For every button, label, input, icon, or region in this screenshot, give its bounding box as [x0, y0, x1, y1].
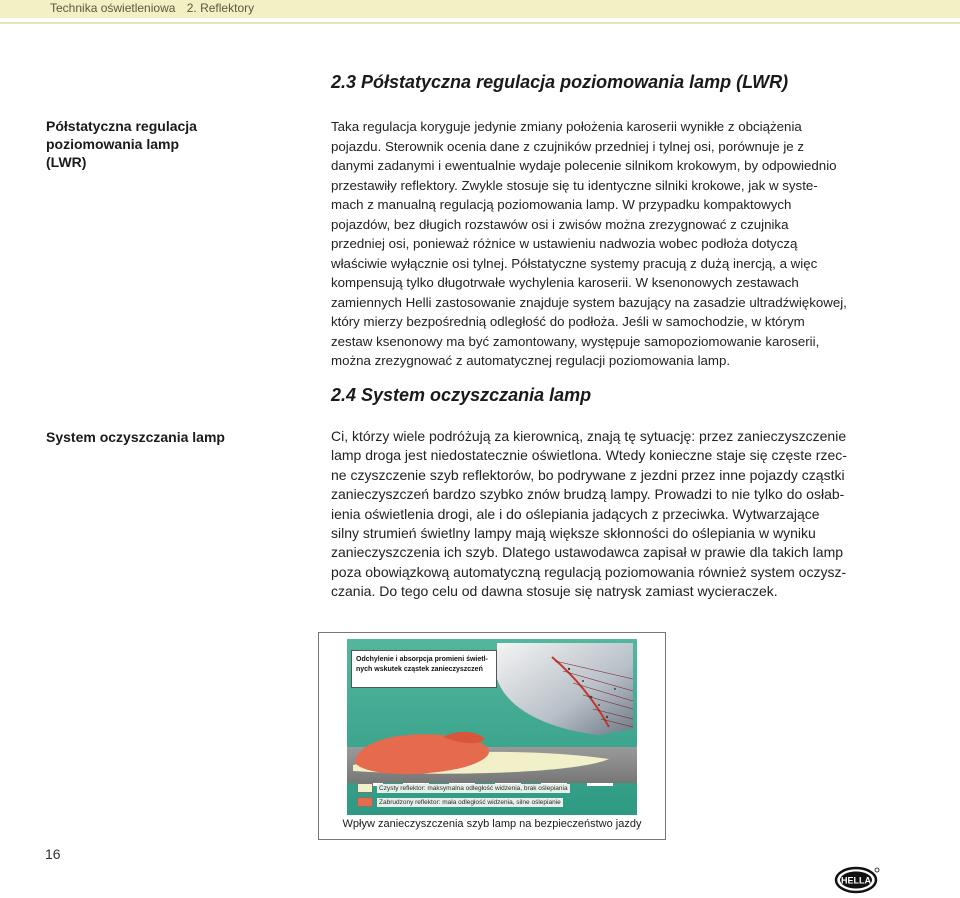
- paragraph-line: ne czyszczenie szyb reflektorów, bo podrywane z jezdni przez inne pojazdy cząstki: [331, 466, 845, 483]
- hella-logo: [834, 866, 880, 894]
- legend-item-clean: [357, 781, 570, 795]
- paragraph-line: zanieczyszczeń bardzo szybko znów brudzą lampy. Prowadzi to nie tylko do osłab-: [331, 486, 845, 503]
- callout-line: nych wskutek cząstek zanieczyszczeń: [356, 666, 483, 673]
- paragraph-line: zestaw ksenonowy ma być zamontowany, występuje samopoziomowanie karoserii,: [331, 333, 820, 349]
- paragraph-line: właściwie wyłącznie osi tylnej. Półstatyczne systemy pracują z dużą inercją, a więc: [331, 255, 818, 271]
- paragraph-line: mach z manualną regulacją poziomowania lamp. W przypadku kompaktowych: [331, 197, 792, 212]
- legend-swatch-dirty: [357, 797, 373, 807]
- header-breadcrumb: [50, 1, 262, 15]
- legend-item-dirty: [357, 795, 570, 809]
- paragraph-line: przedniej osi, ponieważ różnice w ustawieniu nadwozia wobec podłoża dotyczą: [331, 236, 798, 251]
- side-label-line: (LWR): [46, 154, 87, 170]
- paragraph-line: kompensują tylko długotrwałe wychylenia karoserii. W ksenonowych zestawach: [331, 275, 799, 290]
- legend-text-clean: Czysty reflektor: maksymalna odległość widzenia, brak oślepiania: [379, 784, 568, 792]
- side-label-line: poziomowania lamp: [46, 136, 180, 152]
- section-24-title: 2.4 System oczyszczania lamp: [331, 385, 592, 405]
- figure-callout: [351, 650, 497, 688]
- legend-swatch-clean: [357, 783, 373, 793]
- paragraph-line: poza obowiązkową automatyczną regulacją poziomowania również system oczysz-: [331, 563, 847, 580]
- legend-text-dirty: Zabrudzony reflektor: mała odległość widzenia, silne oślepianie: [379, 798, 561, 806]
- paragraph-line: Ci, którzy wiele podróżują za kierownicą, znają tę sytuację: przez zanieczyszczenie: [331, 428, 847, 444]
- figure-legend: [357, 781, 570, 809]
- paragraph-line: ienia oświetlenia drogi, ale i do oślepiania jadących z przeciwka. Wytwarzające: [331, 505, 820, 522]
- paragraph-line: pojazdu. Sterownik ocenia dane z czujników przedniej i tylnej osi, porównuje je z: [331, 138, 805, 154]
- header-section: 2. Reflektory: [186, 1, 255, 15]
- header-divider: [0, 22, 960, 24]
- side-label-line: Półstatyczna regulacja: [46, 118, 197, 134]
- paragraph-line: czania. Do tego celu od dawna stosuje się natrysk zamiast wycieraczek.: [331, 583, 778, 600]
- section-24-side-label: System oczyszczania lamp: [46, 429, 225, 445]
- header-chapter: Technika oświetleniowa: [50, 1, 176, 15]
- section-23-side-label: [46, 117, 246, 171]
- paragraph-line: można zrezygnować z automatycznej regulacji poziomowania lamp.: [331, 353, 731, 368]
- paragraph-line: danymi zadanymi i ewentualnie wydaje polecenie silnikom krokowym, by odpowiednio: [331, 158, 837, 173]
- section-23-title: 2.3 Półstatyczna regulacja poziomowania lamp (LWR): [331, 72, 789, 92]
- paragraph-line: Taka regulacja koryguje jedynie zmiany położenia karoserii wynikłe z obciążenia: [331, 119, 802, 134]
- figure-caption: Wpływ zanieczyszczenia szyb lamp na bezpieczeństwo jazdy: [342, 818, 642, 830]
- callout-line: Odchylenie i absorpcja promieni świetl-: [356, 656, 488, 663]
- page-number: 16: [45, 846, 61, 862]
- section-23-paragraph: [331, 117, 873, 371]
- paragraph-line: zanieczyszczenia ich szyb. Dlatego ustawodawca zapisał w prawie dla takich lamp: [331, 544, 844, 561]
- svg-text:HELLA: HELLA: [841, 875, 871, 886]
- paragraph-line: pojazdów, bez długich rozstawów osi i zwisów można zrezygnować z czujnika: [331, 216, 789, 232]
- paragraph-line: który mierzy bezpośrednią odległość do podłoża. Jeśli w samochodzie, w którym: [331, 314, 805, 329]
- paragraph-line: lamp droga jest niedostatecznie oświetlona. Wtedy konieczne staje się częste rzec-: [331, 447, 847, 464]
- headlight-dirt-figure: [318, 632, 666, 840]
- paragraph-line: silny strumień świetlny lampy mają większe skłonności do oślepiania w wyniku: [331, 525, 816, 542]
- paragraph-line: przestawiły reflektory. Zwykle stosuje się tu identyczne silniki krokowe, jak w syste-: [331, 177, 818, 193]
- section-24-paragraph: [331, 427, 875, 602]
- paragraph-line: zamiennych Helli zastosowanie znajduje system bazujący na zasadzie ultradźwiękowej,: [331, 294, 847, 310]
